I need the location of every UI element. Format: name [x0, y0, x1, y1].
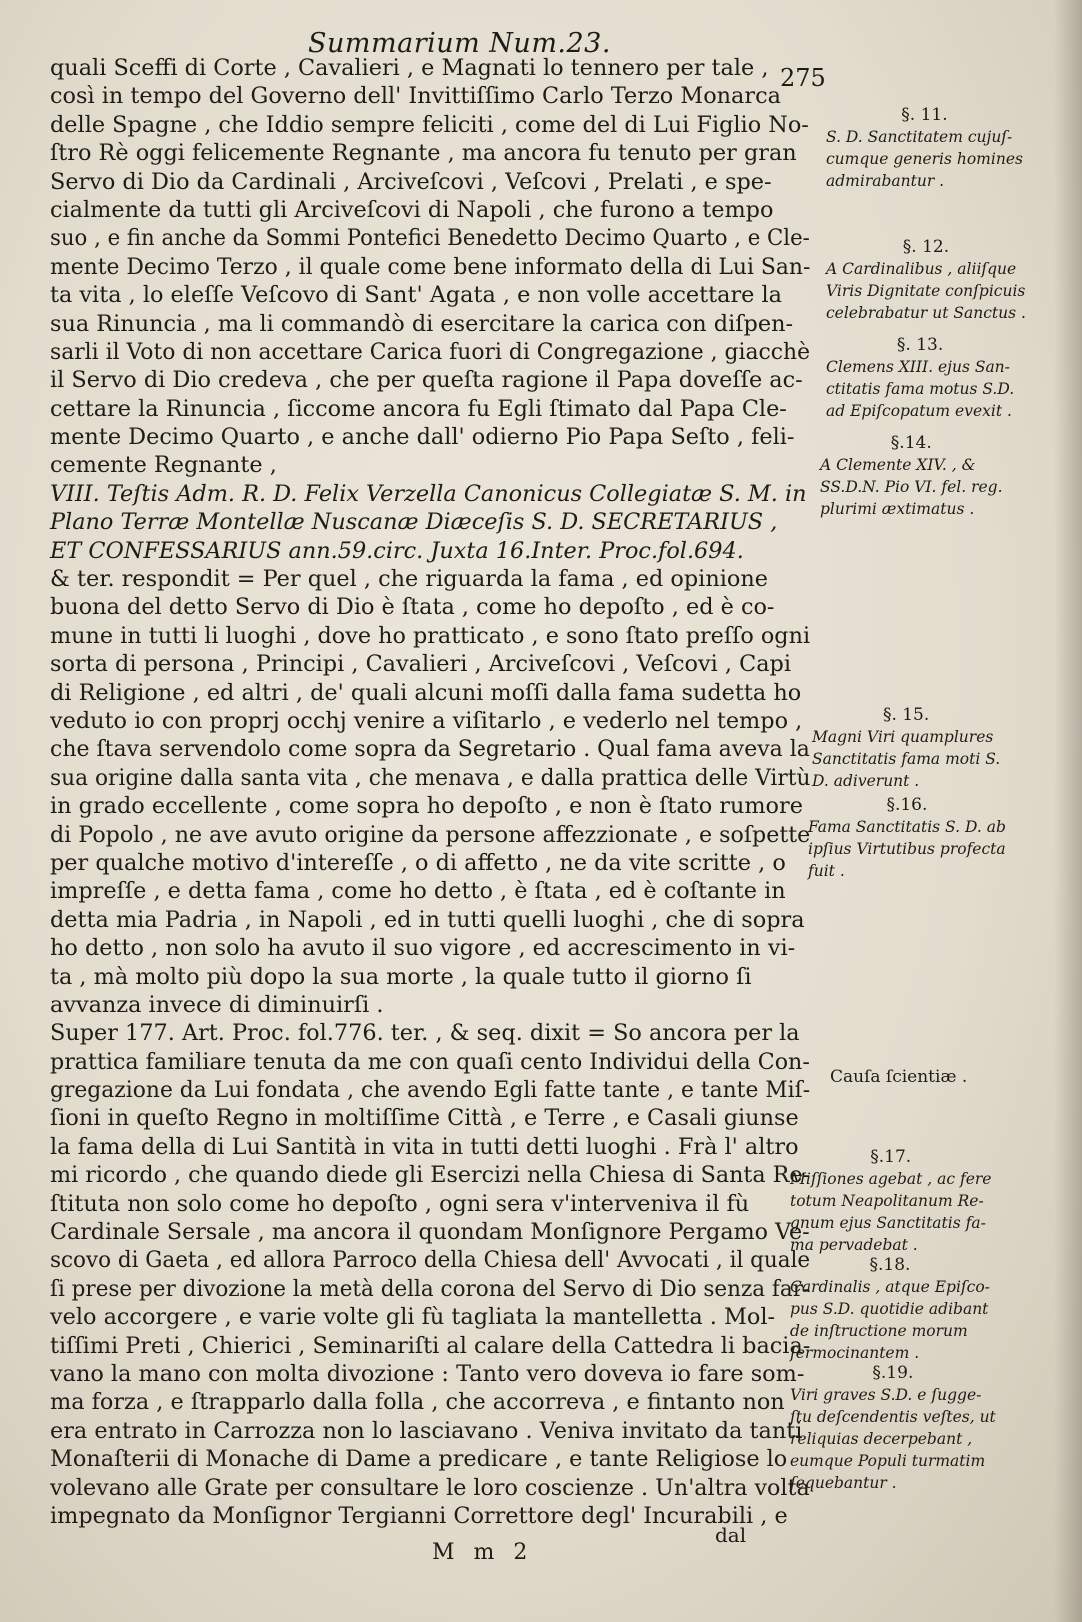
margin-note-line: ſtu deſcendentis veſtes, ut: [790, 1408, 996, 1426]
text-line: cemente Regnante ,: [50, 452, 277, 479]
text-line: sorta di persona , Principi , Cavalieri , Arciveſcovi , Veſcovi , Capi: [50, 651, 791, 678]
margin-note-line: SS.D.N. Pio VI. fel. reg.: [820, 478, 1003, 496]
text-line: ho detto , non solo ha avuto il suo vigore , ed accrescimento in vi-: [50, 935, 796, 962]
margin-note-16: [808, 794, 1006, 882]
text-line: ſtro Rè oggi felicemente Regnante , ma ancora fu tenuto per gran: [50, 140, 797, 167]
text-line: di Religione , ed altri , de' quali alcuni moſſi dalla fama sudetta ho: [50, 679, 802, 706]
margin-section-number: §.19.: [872, 1363, 914, 1383]
text-line: scovo di Gaeta , ed allora Parroco della Chiesa dell' Avvocati , il quale: [50, 1247, 811, 1274]
text-line: prattica familiare tenuta da me con quaſi cento Individui della Con-: [50, 1048, 810, 1075]
text-line: detta mia Padria , in Napoli , ed in tutti quelli luoghi , che di sopra: [50, 906, 805, 933]
margin-note-line: Cardinalis , atque Epiſco-: [790, 1278, 990, 1296]
margin-note-line: A Cardinalibus , aliiſque: [826, 260, 1017, 278]
margin-note-line: eumque Populi turmatim: [790, 1452, 986, 1470]
margin-note-causa-scientiae: [830, 1066, 967, 1088]
margin-note-line: Sanctitatis fama moti S.: [812, 750, 1001, 768]
text-line: impreſſe , e detta fama , come ho detto , è ſtata , ed è coſtante in: [50, 878, 786, 905]
margin-note-line: pus S.D. quotidie adibant: [790, 1300, 989, 1318]
text-line: così in tempo del Governo dell' Invittiſſimo Carlo Terzo Monarca: [50, 83, 781, 110]
text-line: mente Decimo Terzo , il quale come bene informato della di Lui San-: [50, 253, 811, 280]
text-line: mune in tutti li luoghi , dove ho pratticato , e sono ſtato preſſo ogni: [50, 622, 811, 649]
margin-section-number: §.14.: [890, 433, 932, 453]
text-line: ET CONFESSARIUS ann.59.circ. Juxta 16.Inter. Proc.fol.694.: [50, 537, 744, 564]
text-line: volevano alle Grate per consultare le loro coscienze . Un'altra volta: [50, 1474, 810, 1501]
margin-note-line: Fama Sanctitatis S. D. ab: [808, 818, 1006, 836]
margin-note-line: Miſſiones agebat , ac fere: [790, 1170, 992, 1188]
margin-section-number: §. 12.: [902, 237, 950, 257]
text-line: & ter. respondit = Per quel , che riguarda la fama , ed opinione: [50, 566, 768, 593]
margin-section-number: §. 15.: [882, 705, 930, 725]
margin-note-line: de inſtructione morum: [790, 1322, 968, 1340]
text-line: Cardinale Sersale , ma ancora il quondam Monſignore Pergamo Ve-: [50, 1219, 810, 1246]
margin-note-12: [826, 236, 1026, 324]
margin-section-number: §. 13.: [896, 335, 944, 355]
margin-note-line: fuit .: [808, 862, 845, 880]
margin-note-line: admirabantur .: [826, 172, 945, 190]
text-line: delle Spagne , che Iddio sempre feliciti , come del di Lui Figlio No-: [50, 111, 809, 138]
text-line: che ſtava servendolo come sopra da Segretario . Qual fama aveva la: [50, 736, 810, 763]
margin-note-line: S. D. Sanctitatem cujuſ-: [826, 128, 1013, 146]
text-line: quali Sceffi di Corte , Cavalieri , e Magnati lo tennero per tale ,: [50, 55, 769, 81]
margin-note-19: [790, 1362, 996, 1494]
margin-section-number: §.18.: [869, 1255, 911, 1275]
text-line: mi ricordo , che quando diede gli Esercizi nella Chiesa di Santa Re-: [50, 1162, 811, 1189]
margin-section-number: §. 11.: [901, 105, 948, 125]
text-line: in grado eccellente , come sopra ho depoſto , e non è ſtato rumore: [50, 793, 803, 820]
margin-note-line: celebrabatur ut Sanctus .: [826, 304, 1026, 322]
page-number: 275: [780, 64, 826, 92]
text-line: sarli il Voto di non accettare Carica fuori di Congregazione , giacchè: [50, 338, 811, 365]
text-line: Plano Terræ Montellæ Nuscanæ Diæceſis S. D. SECRETARIUS ,: [50, 509, 778, 536]
text-line: il Servo di Dio credeva , che per queſta ragione il Papa doveſſe ac-: [50, 367, 803, 394]
text-line: ſi prese per divozione la metà della corona del Servo di Dio senza far-: [50, 1275, 811, 1302]
text-line: di Popolo , ne ave avuto origine da persone affezzionate , e soſpette: [50, 821, 811, 848]
margin-note-17: [790, 1146, 991, 1256]
margin-note-18: [790, 1254, 990, 1364]
text-line: buona del detto Servo di Dio è ſtata , come ho depoſto , ed è co-: [50, 594, 775, 621]
margin-note-line: ſequebantur .: [790, 1474, 897, 1492]
text-line: la fama della di Lui Santità in vita in tutti detti luoghi . Frà l' altro: [50, 1133, 799, 1160]
text-line: Monaſterii di Monache di Dame a predicare , e tante Religiose lo: [50, 1446, 788, 1473]
text-line: cialmente da tutti gli Arciveſcovi di Napoli , che furono a tempo: [50, 196, 774, 223]
margin-note-line: Viris Dignitate conſpicuis: [826, 282, 1026, 300]
margin-note-line: ipſius Virtutibus profecta: [808, 840, 1006, 858]
text-line: era entrato in Carrozza non lo lasciavano . Veniva invitato da tanti: [50, 1417, 803, 1444]
text-line: ta vita , lo eleſſe Veſcovo di Sant' Agata , e non volle accettare la: [50, 282, 782, 309]
margin-note-line: ſermocinantem .: [790, 1344, 920, 1362]
text-line: mente Decimo Quarto , e anche dall' odierno Pio Papa Seſto , feli-: [50, 424, 795, 451]
text-line: ſtituta non solo come ho depoſto , ogni sera v'interveniva il fù: [50, 1190, 750, 1217]
margin-note-11: [826, 104, 1023, 192]
margin-note-line: Viri graves S.D. e ſugge-: [790, 1386, 982, 1404]
text-line: per qualche motivo d'intereſſe , o di affetto , ne da vite scritte , o: [50, 849, 786, 876]
margin-section-number: §.16.: [886, 795, 928, 815]
margin-note-line: totum Neapolitanum Re-: [790, 1192, 984, 1210]
margin-note-14: [820, 432, 1003, 520]
margin-note-13: [826, 334, 1014, 422]
text-line: gregazione da Lui fondata , che avendo Egli fatte tante , e tante Miſ-: [50, 1077, 811, 1104]
page-edge-shadow: [1054, 0, 1082, 1622]
margin-note-line: ad Epiſcopatum evexit .: [826, 402, 1012, 420]
text-line: velo accorgere , e varie volte gli fù tagliata la mantelletta . Mol-: [50, 1304, 776, 1331]
text-line: sua Rinuncia , ma li commandò di esercitare la carica con diſpen-: [50, 310, 794, 337]
text-line: sua origine dalla santa vita , che menava , e dalla prattica delle Virtù: [50, 764, 811, 791]
text-line: ta , mà molto più dopo la sua morte , la quale tutto il giorno ſi: [50, 963, 752, 990]
margin-note-line: plurimi æxtimatus .: [820, 500, 975, 518]
text-line: impegnato da Monſignor Tergianni Correttore degl' Incurabili , e: [50, 1502, 788, 1529]
running-head: Summarium Num.23.: [308, 28, 611, 59]
text-line: cettare la Rinuncia , ſiccome ancora fu Egli ſtimato dal Papa Cle-: [50, 395, 787, 422]
text-line: VIII. Teſtis Adm. R. D. Felix Verzella Canonicus Collegiatæ S. M. in: [50, 480, 807, 507]
margin-note-15: [812, 704, 1000, 792]
margin-section-number: §.17.: [870, 1147, 912, 1167]
text-line: suo , e fin anche da Sommi Pontefici Benedetto Decimo Quarto , e Cle-: [50, 225, 810, 252]
margin-note-line: D. adiverunt .: [812, 772, 920, 790]
text-line: avvanza invece di diminuirſi .: [50, 991, 384, 1018]
text-line: Servo di Dio da Cardinali , Arciveſcovi , Veſcovi , Prelati , e spe-: [50, 168, 772, 195]
main-text-column: [50, 54, 818, 1530]
text-line: ma forza , e ſtrapparlo dalla folla , che accorreva , e fintanto non: [50, 1389, 785, 1416]
margin-note-line: reliquias decerpebant ,: [790, 1430, 973, 1448]
text-line: tiſſimi Preti , Chierici , Seminariſti al calare della Cattedra li bacia-: [50, 1332, 811, 1359]
margin-note-line: cumque generis homines: [826, 150, 1023, 168]
catchword: dal: [715, 1523, 747, 1547]
text-line: vano la mano con molta divozione : Tanto vero doveva io fare som-: [50, 1360, 805, 1387]
text-line: veduto io con proprj occhj venire a viſitarlo , e vederlo nel tempo ,: [50, 707, 803, 734]
text-line: ſioni in queſto Regno in moltiſſime Città , e Terre , e Casali giunse: [50, 1105, 799, 1132]
margin-note-line: Clemens XIII. ejus San-: [826, 358, 1010, 376]
margin-note-line: gnum ejus Sanctitatis fa-: [790, 1214, 986, 1232]
margin-note-line: Cauſa ſcientiæ .: [830, 1067, 968, 1087]
margin-note-line: A Clemente XIV. , &: [820, 456, 976, 474]
margin-note-line: ctitatis fama motus S.D.: [826, 380, 1015, 398]
margin-note-line: Magni Viri quamplures: [812, 728, 994, 746]
signature-mark: M m 2: [432, 1540, 534, 1565]
margin-note-line: ma pervadebat .: [790, 1236, 918, 1254]
text-line: Super 177. Art. Proc. fol.776. ter. , & seq. dixit = So ancora per la: [50, 1020, 800, 1047]
